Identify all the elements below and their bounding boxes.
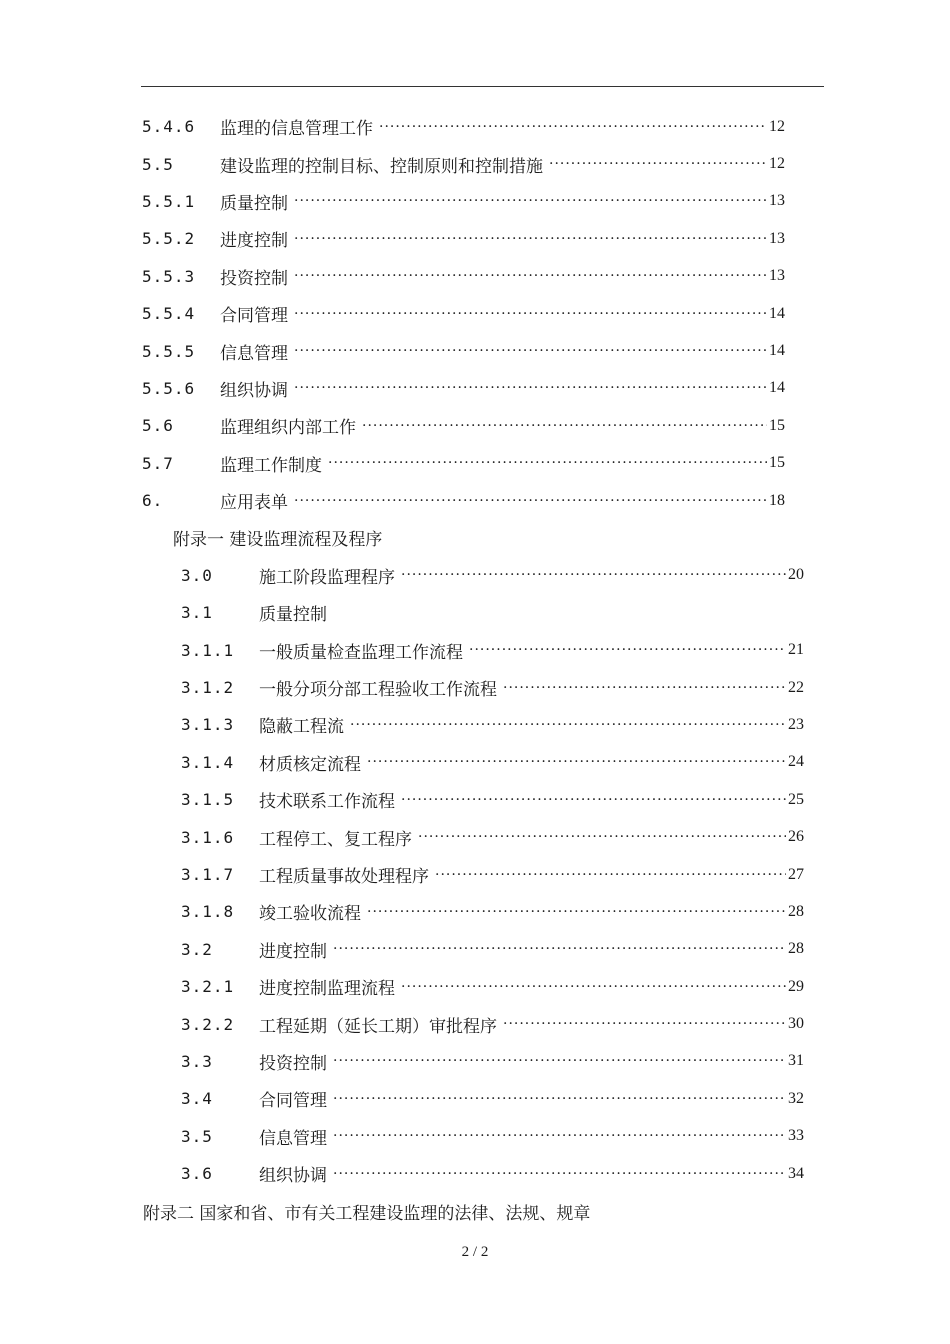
toc-entry-title: 组织协调 — [259, 1166, 327, 1187]
toc-entry-number: 5.7 — [142, 453, 174, 473]
toc-entry-title: 附录一 建设监理流程及程序 — [173, 530, 383, 551]
toc-dot-leader — [435, 867, 786, 883]
toc-entry-number: 5.5.5 — [142, 341, 196, 361]
toc-entry-page: 20 — [788, 566, 804, 584]
toc-entry-number: 3.1.6 — [181, 827, 235, 847]
toc-entry-number: 3.4 — [181, 1089, 213, 1109]
toc-dot-leader — [367, 904, 786, 920]
toc-entry-page: 25 — [788, 790, 804, 808]
toc-entry[interactable] — [0, 220, 785, 257]
toc-entry[interactable] — [0, 145, 785, 182]
toc-entry-title: 合同管理 — [220, 306, 288, 327]
toc-entry-title: 工程停工、复工程序 — [259, 829, 412, 850]
toc-entry[interactable] — [0, 1043, 804, 1080]
toc-entry-number: 3.1.4 — [181, 752, 235, 772]
toc-dot-leader — [362, 418, 767, 434]
toc-entry-page: 21 — [788, 641, 804, 659]
toc-entry-title: 监理组织内部工作 — [220, 418, 356, 439]
toc-entry-page: 32 — [788, 1089, 804, 1107]
toc-dot-leader — [294, 306, 767, 322]
toc-entry[interactable] — [0, 1118, 804, 1155]
table-of-contents — [0, 108, 950, 1230]
toc-entry-title: 组织协调 — [220, 380, 288, 401]
toc-entry[interactable] — [0, 258, 785, 295]
toc-entry-title: 进度控制 — [259, 941, 327, 962]
toc-dot-leader — [294, 193, 767, 209]
toc-dot-leader — [294, 231, 767, 247]
toc-entry-title: 施工阶段监理程序 — [259, 567, 395, 588]
toc-dot-leader — [333, 1166, 786, 1182]
toc-entry-number: 6. — [142, 491, 164, 511]
toc-entry-number: 5.5 — [142, 154, 174, 174]
toc-entry-page: 24 — [788, 753, 804, 771]
toc-entry-title: 隐蔽工程流 — [259, 717, 344, 738]
toc-entry[interactable] — [0, 669, 804, 706]
toc-entry-title: 监理工作制度 — [220, 455, 322, 476]
toc-entry[interactable] — [0, 856, 804, 893]
toc-entry-page: 18 — [769, 491, 785, 509]
toc-entry[interactable] — [0, 893, 804, 930]
toc-dot-leader — [418, 829, 786, 845]
toc-entry-page: 14 — [769, 304, 785, 322]
toc-dot-leader — [333, 1091, 786, 1107]
toc-entry[interactable] — [0, 295, 785, 332]
toc-entry[interactable] — [0, 482, 785, 519]
toc-dot-leader — [294, 493, 767, 509]
toc-entry-page: 12 — [769, 155, 785, 173]
toc-dot-leader — [350, 717, 786, 733]
toc-entry[interactable] — [0, 631, 804, 668]
toc-entry-title: 信息管理 — [259, 1128, 327, 1149]
toc-entry-title: 信息管理 — [220, 343, 288, 364]
toc-dot-leader — [503, 680, 786, 696]
toc-entry-number: 3.3 — [181, 1051, 213, 1071]
toc-entry-page: 15 — [769, 416, 785, 434]
toc-entry-title: 竣工验收流程 — [259, 904, 361, 925]
toc-entry[interactable] — [0, 706, 804, 743]
toc-entry-page: 30 — [788, 1015, 804, 1033]
toc-entry-title: 附录二 国家和省、市有关工程建设监理的法律、法规、规章 — [143, 1203, 591, 1224]
toc-entry-title: 合同管理 — [259, 1091, 327, 1112]
toc-entry[interactable] — [0, 1080, 804, 1117]
toc-entry-title: 技术联系工作流程 — [259, 792, 395, 813]
toc-entry-page: 13 — [769, 267, 785, 285]
header-rule — [141, 86, 824, 87]
toc-entry-number: 3.2.2 — [181, 1014, 235, 1034]
toc-dot-leader — [294, 380, 767, 396]
toc-entry-title: 材质核定流程 — [259, 754, 361, 775]
toc-entry-page: 14 — [769, 379, 785, 397]
toc-entry-number: 5.5.1 — [142, 191, 196, 211]
toc-entry-number: 3.1.2 — [181, 678, 235, 698]
toc-dot-leader — [333, 1053, 786, 1069]
toc-entry-number: 3.5 — [181, 1126, 213, 1146]
toc-entry-number: 5.5.6 — [142, 378, 196, 398]
toc-entry-number: 3.0 — [181, 565, 213, 585]
toc-entry-number: 3.1.7 — [181, 865, 235, 884]
toc-entry[interactable] — [0, 557, 804, 594]
toc-entry-page: 22 — [788, 678, 804, 696]
toc-entry[interactable] — [0, 108, 785, 145]
toc-entry-page: 27 — [788, 865, 804, 883]
toc-entry-number: 5.4.6 — [142, 117, 196, 137]
toc-entry-number: 5.5.3 — [142, 266, 196, 286]
toc-entry-number: 3.2 — [181, 939, 213, 959]
toc-dot-leader — [333, 941, 786, 957]
toc-entry-title: 工程质量事故处理程序 — [259, 867, 429, 887]
toc-entry-page: 26 — [788, 828, 804, 846]
toc-entry-number: 3.1.1 — [181, 640, 235, 660]
toc-entry-page: 12 — [769, 117, 785, 135]
toc-dot-leader — [294, 268, 767, 284]
toc-entry-title: 质量控制 — [220, 193, 288, 214]
toc-entry-number: 3.6 — [181, 1164, 213, 1184]
toc-entry-title: 一般分项分部工程验收工作流程 — [259, 680, 497, 701]
toc-entry[interactable] — [0, 370, 785, 407]
toc-entry[interactable] — [0, 332, 785, 369]
toc-entry-page: 29 — [788, 977, 804, 995]
toc-entry-title: 工程延期（延长工期）审批程序 — [259, 1016, 497, 1037]
toc-entry-page: 33 — [788, 1127, 804, 1145]
toc-dot-leader — [401, 567, 786, 583]
toc-entry-page: 34 — [788, 1164, 804, 1182]
toc-entry-number: 3.1.3 — [181, 715, 235, 735]
toc-entry-page: 28 — [788, 940, 804, 958]
toc-entry[interactable] — [0, 1005, 804, 1042]
toc-entry-number: 3.1 — [181, 603, 213, 623]
page-number: 2 / 2 — [461, 1244, 489, 1260]
toc-entry-page: 28 — [788, 902, 804, 920]
toc-entry-number: 5.5.4 — [142, 304, 196, 324]
toc-entry-title: 投资控制 — [259, 1053, 327, 1074]
toc-appendix-heading[interactable] — [0, 519, 950, 556]
toc-entry-number: 3.1.8 — [181, 902, 235, 922]
toc-entry[interactable] — [0, 781, 804, 818]
toc-entry[interactable] — [0, 818, 804, 855]
toc-dot-leader — [469, 642, 786, 658]
toc-entry-number: 5.5.2 — [142, 229, 196, 249]
toc-entry-page: 14 — [769, 342, 785, 360]
toc-dot-leader — [328, 455, 767, 471]
toc-dot-leader — [503, 1016, 786, 1032]
toc-entry[interactable] — [0, 594, 804, 631]
toc-entry-title: 一般质量检查监理工作流程 — [259, 642, 463, 663]
toc-dot-leader — [294, 343, 767, 359]
toc-entry[interactable] — [0, 407, 785, 444]
toc-entry[interactable] — [0, 744, 804, 781]
toc-entry-title: 进度控制监理流程 — [259, 979, 395, 1000]
toc-dot-leader — [379, 119, 767, 135]
toc-entry-title: 进度控制 — [220, 231, 288, 252]
toc-entry[interactable] — [0, 1155, 804, 1192]
toc-entry-title: 应用表单 — [220, 493, 288, 514]
toc-appendix-heading[interactable] — [0, 1192, 950, 1229]
toc-entry[interactable] — [0, 931, 804, 968]
toc-entry[interactable] — [0, 183, 785, 220]
toc-dot-leader — [367, 754, 786, 770]
toc-entry-title: 质量控制 — [259, 605, 327, 626]
toc-entry-page: 31 — [788, 1052, 804, 1070]
toc-entry-page: 15 — [769, 454, 785, 472]
toc-entry-number: 3.1.5 — [181, 790, 235, 810]
toc-entry-title: 建设监理的控制目标、控制原则和控制措施 — [220, 156, 543, 177]
toc-dot-leader — [401, 979, 786, 995]
toc-dot-leader — [549, 156, 767, 172]
toc-entry-title: 监理的信息管理工作 — [220, 119, 373, 140]
toc-entry-page: 13 — [769, 229, 785, 247]
toc-entry-page: 23 — [788, 715, 804, 733]
toc-dot-leader — [401, 792, 786, 808]
toc-entry-title: 投资控制 — [220, 268, 288, 289]
toc-dot-leader — [333, 1128, 786, 1144]
toc-entry-number: 3.2.1 — [181, 977, 235, 997]
toc-entry-page: 13 — [769, 192, 785, 210]
toc-entry-number: 5.6 — [142, 416, 174, 436]
toc-entry[interactable] — [0, 445, 785, 482]
toc-entry[interactable] — [0, 968, 804, 1005]
